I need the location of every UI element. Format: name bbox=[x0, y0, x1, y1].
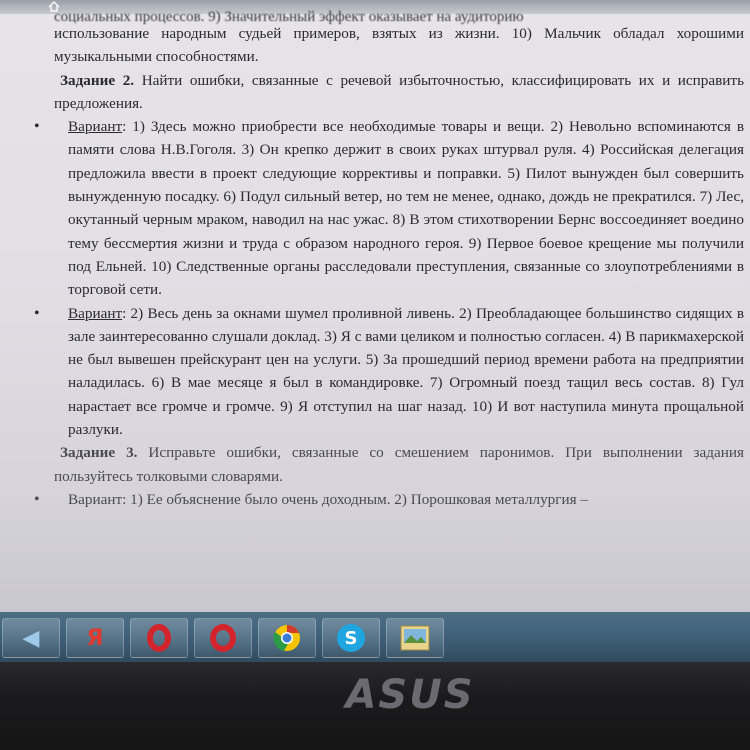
list-item-variant-2 bbox=[34, 302, 744, 442]
task-3-heading bbox=[54, 441, 744, 488]
taskbar-app-1[interactable] bbox=[66, 618, 124, 658]
bullet-icon: • bbox=[34, 304, 40, 322]
task-2-label: Задание 2. bbox=[60, 71, 135, 89]
task-2-text: Найти ошибки, связанные с речевой избыточностью, классифицировать их и исправить предложения. bbox=[54, 71, 744, 112]
yandex-icon: Я bbox=[86, 625, 104, 651]
variant-3-label: Вариант bbox=[68, 490, 123, 508]
taskbar-app-6[interactable] bbox=[386, 618, 444, 658]
variant-list-3 bbox=[34, 488, 744, 511]
taskbar-app-0[interactable] bbox=[2, 618, 60, 658]
opera-icon bbox=[147, 624, 171, 652]
chrome-icon bbox=[273, 624, 301, 652]
image-viewer-icon bbox=[400, 625, 430, 651]
document-page bbox=[34, 9, 744, 511]
taskbar bbox=[0, 612, 750, 662]
list-item-variant-3 bbox=[34, 488, 744, 511]
task-3-text: Исправьте ошибки, связанные со смешением паронимов. При выполнении задания пользуйтесь толковыми словарями. bbox=[54, 444, 744, 485]
task-2-heading bbox=[54, 69, 744, 116]
opera-icon bbox=[210, 624, 236, 652]
skype-icon bbox=[337, 624, 365, 652]
skype-glyph: S bbox=[344, 627, 358, 649]
taskbar-app-4[interactable] bbox=[258, 618, 316, 658]
paragraph-top: использование народным судьей примеров, взятых из жизни. 10) Мальчик обладал хорошими музыкальными способностями. bbox=[54, 25, 744, 66]
taskbar-app-5[interactable] bbox=[322, 618, 380, 658]
variant-2-text: : 2) Весь день за окнами шумел проливной ливень. 2) Преобладающее большинство сидящих в зале заинтересованно слушали доклад. 3) Я с вами целиком и полностью согласен. 4) В парикмахерской не был вывешен прейскурант цен на услуги. 5) За прошедший период времени работа на предприятии наладилась. 6) В мае месяце я был в командировке. 7) Огромный поезд тащил весь состав. 8) Гул нарастает все громче и громче. 9) Я отступил на шаг назад. 10) И вот наступила минута прощальной разлуки. bbox=[68, 304, 744, 439]
variant-list bbox=[34, 115, 744, 441]
task-3-label: Задание 3. bbox=[60, 444, 138, 462]
taskbar-app-3[interactable] bbox=[194, 618, 252, 658]
bullet-icon: • bbox=[34, 490, 40, 508]
bullet-icon: • bbox=[34, 118, 40, 136]
variant-1-text: : 1) Здесь можно приобрести все необходимые товары и вещи. 2) Невольно вспоминаются в памяти слова Н.В.Гоголя. 3) Он крепко держит в своих руках штурвал руля. 4) Российская делегация предложила ввести в проект следующие коррективы и поправки. 5) Пилот вынужден был совершить вынужденную посадку. 6) Подул сильный ветер, но тем не менее, однако, дождь не прекратился. 7) Лес, окутанный черным мраком, наводил на нас ужас. 8) В этом стихотворении Бернс воссоединяет воедино тему бессмертия жизни и труда с образом народного героя. 9) Первое боевое крещение мы получили под Ельней. 10) Следственные органы расследовали преступления, связанные со злоупотреблениями в торговой сети. bbox=[68, 118, 744, 299]
variant-1-label: Вариант bbox=[68, 118, 123, 136]
brand-logo: ASUS bbox=[345, 672, 475, 718]
list-item-variant-1 bbox=[34, 115, 744, 301]
variant-3-text: : 1) Ее объяснение было очень доходным. 2) Порошковая металлургия – bbox=[122, 490, 588, 508]
taskbar-app-2[interactable] bbox=[130, 618, 188, 658]
explorer-icon: ◀ bbox=[22, 625, 40, 651]
cut-off-line: социальных процессов. 9) Значительный эффект оказывает на аудиторию bbox=[54, 9, 524, 25]
variant-2-label: Вариант bbox=[68, 304, 123, 322]
